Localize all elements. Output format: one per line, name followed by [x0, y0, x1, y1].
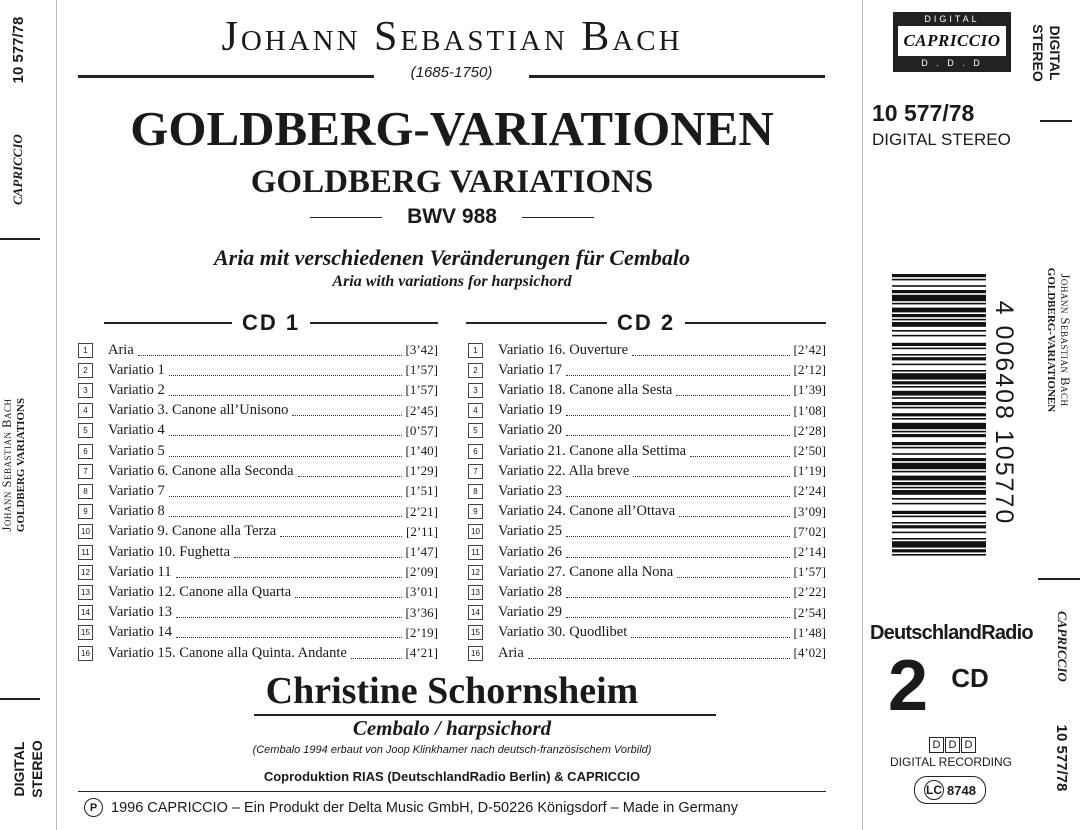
cd1-label: CD 1 — [241, 310, 301, 335]
spine-fold-right — [862, 0, 863, 830]
track-number: 16 — [468, 646, 483, 661]
track-row — [468, 562, 826, 582]
track-number: 11 — [78, 545, 93, 560]
track-row — [468, 603, 826, 623]
barcode-bar — [892, 442, 986, 445]
barcode-bar — [892, 434, 986, 437]
track-title: Variatio 5 — [108, 442, 165, 459]
track-row — [78, 522, 438, 542]
barcode-bar — [892, 490, 986, 495]
deutschlandradio-logo: DeutschlandRadio — [870, 622, 1033, 644]
ddd-d2: D — [945, 737, 960, 753]
coproduction: Coproduktion RIAS (DeutschlandRadio Berlin) & CAPRICCIO — [263, 769, 641, 784]
barcode-bar — [892, 386, 986, 388]
track-row — [78, 562, 438, 582]
barcode-bar — [892, 447, 986, 449]
track-row — [468, 340, 826, 360]
composer-rule-left — [78, 75, 374, 78]
track-leader-dots — [169, 375, 402, 376]
disc-letters: CD — [951, 663, 989, 693]
cd2-label: CD 2 — [616, 310, 676, 335]
track-number: 2 — [78, 363, 93, 378]
track-row — [78, 502, 438, 522]
barcode-bar — [892, 503, 986, 505]
barcode-bar — [892, 397, 986, 399]
track-row — [468, 542, 826, 562]
barcode-bar — [892, 532, 986, 534]
track-leader-dots — [631, 637, 789, 638]
track-leader-dots — [234, 557, 401, 558]
track-duration: [1’57] — [405, 382, 438, 398]
track-title: Variatio 12. Canone alla Quarta — [108, 583, 292, 600]
track-number: 14 — [468, 605, 483, 620]
track-duration: [2’11] — [405, 523, 438, 539]
track-duration: [4’02] — [793, 645, 826, 660]
track-number: 7 — [468, 464, 483, 479]
track-duration: [1’57] — [793, 564, 826, 580]
barcode-bar — [892, 354, 986, 356]
track-duration: [2’14] — [793, 544, 826, 559]
track-duration: [1’19] — [793, 463, 826, 479]
track-leader-dots — [566, 557, 789, 558]
track-title: Variatio 22. Alla breve — [498, 462, 630, 479]
track-duration: [2’54] — [793, 604, 826, 620]
composer-rule-right — [529, 75, 825, 78]
track-title: Variatio 4 — [108, 422, 165, 439]
track-number: 3 — [78, 383, 93, 398]
cd1-header-rule-right — [310, 322, 438, 324]
barcode-bar — [892, 381, 986, 384]
ddd-d3: D — [961, 737, 976, 753]
label-code — [914, 776, 986, 804]
track-leader-dots — [169, 516, 402, 517]
track-number: 3 — [468, 383, 483, 398]
track-title: Variatio 9. Canone alla Terza — [108, 523, 277, 540]
track-title: Variatio 28 — [498, 583, 563, 600]
track-row — [468, 481, 826, 501]
track-leader-dots — [690, 456, 789, 457]
track-number: 9 — [468, 504, 483, 519]
track-leader-dots — [138, 355, 402, 356]
track-duration: [3’36] — [405, 604, 438, 620]
track-number: 2 — [468, 363, 483, 378]
barcode-number: 4 006408 105770 — [990, 300, 1018, 526]
barcode-bar — [892, 431, 986, 433]
track-leader-dots — [677, 577, 789, 578]
track-leader-dots — [169, 435, 402, 436]
subtitle-english: Aria with variations for harpsichord — [332, 273, 572, 290]
composer-heading: Johann Sebastian Bach — [221, 14, 683, 60]
track-number: 6 — [468, 444, 483, 459]
track-row — [78, 340, 438, 360]
track-title: Variatio 6. Canone alla Seconda — [108, 462, 294, 479]
barcode-bar — [892, 541, 986, 547]
track-row — [78, 643, 438, 663]
track-leader-dots — [169, 395, 402, 396]
track-leader-dots — [566, 435, 789, 436]
track-number: 4 — [78, 403, 93, 418]
barcode-bar — [892, 279, 986, 281]
track-number: 16 — [78, 646, 93, 661]
catalog-number: 10 577/78 — [872, 100, 975, 126]
track-leader-dots — [295, 597, 401, 598]
instrument: Cembalo / harpsichord — [352, 716, 552, 740]
barcode-bar — [892, 407, 986, 409]
track-title: Variatio 11 — [108, 563, 172, 580]
track-row — [468, 643, 826, 663]
track-duration: [4’21] — [405, 645, 438, 660]
track-title: Aria — [108, 341, 134, 358]
track-title: Variatio 23 — [498, 482, 563, 499]
track-duration: [2’22] — [793, 584, 826, 600]
spine-capriccio-logo-left: CAPRICCIO — [10, 134, 25, 205]
spine-capriccio-logo-right: CAPRICCIO — [1055, 611, 1070, 682]
barcode-bar — [892, 348, 986, 350]
track-number: 8 — [78, 484, 93, 499]
track-leader-dots — [176, 617, 401, 618]
barcode-bar — [892, 498, 986, 500]
spine-title-left: GOLDBERG VARIATIONS — [15, 397, 27, 533]
track-number: 1 — [468, 343, 483, 358]
track-number: 5 — [468, 423, 483, 438]
track-title: Variatio 21. Canone alla Settima — [498, 442, 687, 459]
spine-catalog-right: 10 577/78 — [1053, 724, 1070, 792]
track-row — [468, 502, 826, 522]
track-duration: [2’19] — [405, 624, 438, 640]
capriccio-logo — [893, 12, 1011, 72]
track-number: 13 — [468, 585, 483, 600]
track-number: 5 — [78, 423, 93, 438]
track-leader-dots — [176, 637, 401, 638]
track-title: Variatio 13 — [108, 604, 173, 621]
track-leader-dots — [632, 355, 789, 356]
lc-number: 8748 — [947, 782, 976, 798]
track-row — [468, 623, 826, 643]
barcode-bar — [892, 370, 986, 372]
barcode-bar — [892, 511, 986, 514]
barcode-bar — [892, 418, 986, 420]
track-number: 14 — [78, 605, 93, 620]
barcode-bar — [892, 522, 986, 524]
barcode-bar — [892, 476, 986, 481]
disc-count: 2 — [888, 646, 929, 726]
track-row — [468, 441, 826, 461]
barcode-bar — [892, 525, 986, 528]
track-title: Variatio 7 — [108, 482, 165, 499]
barcode-bar — [892, 364, 986, 366]
track-title: Variatio 26 — [498, 543, 563, 560]
track-row — [78, 380, 438, 400]
barcode-bar — [892, 471, 986, 473]
track-number: 11 — [468, 545, 483, 560]
track-leader-dots — [351, 658, 402, 659]
track-leader-dots — [566, 597, 789, 598]
track-row — [78, 441, 438, 461]
barcode-bar — [892, 391, 986, 396]
track-leader-dots — [566, 617, 789, 618]
track-row — [78, 360, 438, 380]
track-number: 15 — [468, 625, 483, 640]
track-row — [468, 380, 826, 400]
spine-divider-right — [1038, 578, 1080, 580]
track-duration: [2’50] — [793, 443, 826, 458]
barcode-bar — [892, 402, 986, 405]
spine-stereo-right: STEREO — [1030, 24, 1046, 82]
track-row — [78, 542, 438, 562]
barcode-bar — [892, 357, 986, 360]
barcode-bar — [892, 487, 986, 489]
barcode-bar — [892, 295, 986, 301]
digital-recording: DIGITAL RECORDING — [889, 755, 1012, 769]
track-duration: [1’08] — [793, 402, 826, 418]
track-title: Variatio 24. Canone all’Ottava — [498, 503, 676, 520]
track-title: Variatio 29 — [498, 604, 563, 621]
barcode-bar — [892, 453, 986, 455]
track-leader-dots — [169, 456, 402, 457]
spine-divider-left-bottom — [0, 698, 40, 700]
barcode-bar — [892, 308, 986, 313]
track-number: 10 — [468, 524, 483, 539]
instrument-note: (Cembalo 1994 erbaut von Joop Klinkhamer nach deutsch-französischem Vorbild) — [252, 744, 652, 756]
barcode-bar — [892, 458, 986, 461]
spine-title-right: GOLDBERG-VARIATIONEN — [1045, 267, 1057, 413]
barcode-bar — [892, 285, 986, 287]
spine-composer-left: Johann Sebastian Bach — [0, 398, 14, 532]
track-number: 6 — [78, 444, 93, 459]
cd2-header-rule-right — [685, 322, 826, 324]
track-leader-dots — [566, 536, 789, 537]
copyright-text: 1996 CAPRICCIO – Ein Produkt der Delta Music GmbH, D-50226 Königsdorf – Made in Germany — [111, 799, 738, 816]
track-duration: [1’40] — [405, 443, 438, 458]
track-row — [78, 623, 438, 643]
bwv-number: BWV 988 — [407, 205, 497, 228]
bwv-rule-left — [310, 217, 382, 218]
track-leader-dots — [566, 375, 789, 376]
barcode-bar — [892, 538, 986, 540]
spine-fold-left — [56, 0, 57, 830]
barcode-bar — [892, 322, 986, 327]
performer-name: Christine Schornsheim — [265, 670, 639, 712]
catalog-rule — [1040, 120, 1072, 122]
track-title: Variatio 10. Fughetta — [108, 543, 231, 560]
track-title: Variatio 14 — [108, 624, 173, 641]
track-duration: [1’57] — [405, 362, 438, 378]
track-title: Aria — [498, 644, 524, 661]
title-english: GOLDBERG VARIATIONS — [250, 164, 654, 200]
track-title: Variatio 20 — [498, 422, 563, 439]
track-duration: [1’39] — [793, 382, 826, 398]
track-leader-dots — [566, 496, 789, 497]
track-number: 15 — [78, 625, 93, 640]
barcode-bar — [892, 413, 986, 416]
track-number: 8 — [468, 484, 483, 499]
track-duration: [2’42] — [793, 342, 826, 357]
track-leader-dots — [176, 577, 402, 578]
title-german: GOLDBERG-VARIATIONEN — [130, 101, 774, 156]
barcode — [892, 270, 986, 560]
track-duration: [2’24] — [793, 483, 826, 499]
cd1-header — [104, 310, 438, 336]
track-number: 1 — [78, 343, 93, 358]
track-title: Variatio 1 — [108, 361, 165, 378]
capriccio-logo-name: CAPRICCIO — [903, 31, 1001, 50]
copyright-line — [84, 798, 824, 817]
track-number: 12 — [78, 565, 93, 580]
barcode-bar — [892, 290, 986, 293]
footer-rule — [78, 791, 826, 792]
spine-stereo-left: STEREO — [29, 740, 45, 798]
two-cd-badge — [888, 646, 1018, 726]
barcode-bar — [892, 274, 986, 277]
spine-digital-left: DIGITAL — [11, 741, 27, 797]
track-row — [468, 461, 826, 481]
barcode-bar — [892, 335, 986, 337]
track-row — [78, 603, 438, 623]
track-duration: [1’51] — [405, 483, 438, 499]
barcode-bar — [892, 373, 986, 379]
track-row — [78, 461, 438, 481]
track-duration: [1’47] — [405, 544, 438, 559]
track-duration: [0’57] — [405, 422, 438, 438]
barcode-bar — [892, 330, 986, 332]
track-title: Variatio 16. Ouverture — [498, 341, 629, 358]
barcode-bar — [892, 463, 986, 469]
track-title: Variatio 25 — [498, 523, 563, 540]
barcode-bar — [892, 482, 986, 485]
track-duration: [7’02] — [793, 523, 826, 539]
track-duration: [1’29] — [405, 463, 438, 479]
track-row — [468, 421, 826, 441]
track-duration: [2’45] — [405, 402, 438, 418]
track-duration: [2’09] — [405, 564, 438, 580]
cd1-header-rule-left — [104, 322, 232, 324]
cd2-header-rule-left — [466, 322, 607, 324]
track-number: 10 — [78, 524, 93, 539]
track-title: Variatio 27. Canone alla Nona — [498, 563, 674, 580]
spine-composer-right: Johann Sebastian Bach — [1058, 273, 1072, 407]
track-duration: [3’09] — [793, 503, 826, 519]
track-duration: [2’12] — [793, 362, 826, 378]
track-title: Variatio 30. Quodlibet — [498, 624, 628, 641]
track-row — [468, 522, 826, 542]
bwv-rule-right — [522, 217, 594, 218]
composer-dates: (1685-1750) — [410, 64, 493, 81]
lc-icon: LC — [924, 780, 944, 800]
track-number: 12 — [468, 565, 483, 580]
track-row — [78, 421, 438, 441]
capriccio-logo-bottom: D . D . D — [921, 58, 983, 68]
barcode-bar — [892, 554, 986, 556]
track-row — [468, 582, 826, 602]
barcode-bar — [892, 516, 986, 518]
track-duration: [2’28] — [793, 422, 826, 438]
track-duration: [2’21] — [405, 503, 438, 519]
track-row — [78, 401, 438, 421]
track-leader-dots — [169, 496, 402, 497]
track-row — [468, 401, 826, 421]
track-leader-dots — [633, 476, 789, 477]
track-title: Variatio 3. Canone all’Unisono — [108, 402, 289, 419]
track-leader-dots — [280, 536, 402, 537]
track-number: 13 — [78, 585, 93, 600]
spine-digital-right: DIGITAL — [1047, 25, 1063, 81]
cd2-header — [466, 310, 826, 336]
capriccio-logo-name-box — [898, 26, 1006, 56]
ddd-d1: D — [929, 737, 944, 753]
track-duration: [3’42] — [405, 342, 438, 357]
phonogram-icon: P — [84, 798, 103, 817]
track-title: Variatio 15. Canone alla Quinta. Andante — [108, 644, 347, 661]
barcode-bar — [892, 303, 986, 305]
capriccio-logo-top: DIGITAL — [924, 14, 980, 24]
track-row — [78, 481, 438, 501]
barcode-bar — [892, 423, 986, 429]
barcode-bar — [892, 314, 986, 317]
barcode-bar — [892, 549, 986, 552]
track-leader-dots — [528, 658, 790, 659]
track-leader-dots — [298, 476, 402, 477]
track-number: 9 — [78, 504, 93, 519]
barcode-bar — [892, 343, 986, 346]
barcode-bar — [892, 319, 986, 321]
track-leader-dots — [679, 516, 789, 517]
track-title: Variatio 2 — [108, 381, 165, 398]
track-title: Variatio 18. Canone alla Sesta — [498, 381, 673, 398]
track-title: Variatio 8 — [108, 503, 165, 520]
track-row — [78, 582, 438, 602]
subtitle-german: Aria mit verschiedenen Veränderungen für Cembalo — [213, 245, 691, 270]
ddd-code — [929, 737, 976, 753]
track-title: Variatio 17 — [498, 361, 563, 378]
track-leader-dots — [292, 415, 401, 416]
track-row — [468, 360, 826, 380]
spine-catalog-left: 10 577/78 — [10, 16, 27, 84]
track-number: 7 — [78, 464, 93, 479]
track-leader-dots — [566, 415, 789, 416]
track-number: 4 — [468, 403, 483, 418]
track-title: Variatio 19 — [498, 402, 563, 419]
track-duration: [3’01] — [405, 584, 438, 600]
track-leader-dots — [676, 395, 789, 396]
track-duration: [1’48] — [793, 624, 826, 640]
digital-stereo-label: DIGITAL STEREO — [872, 130, 1011, 149]
spine-divider-left-top — [0, 238, 40, 240]
